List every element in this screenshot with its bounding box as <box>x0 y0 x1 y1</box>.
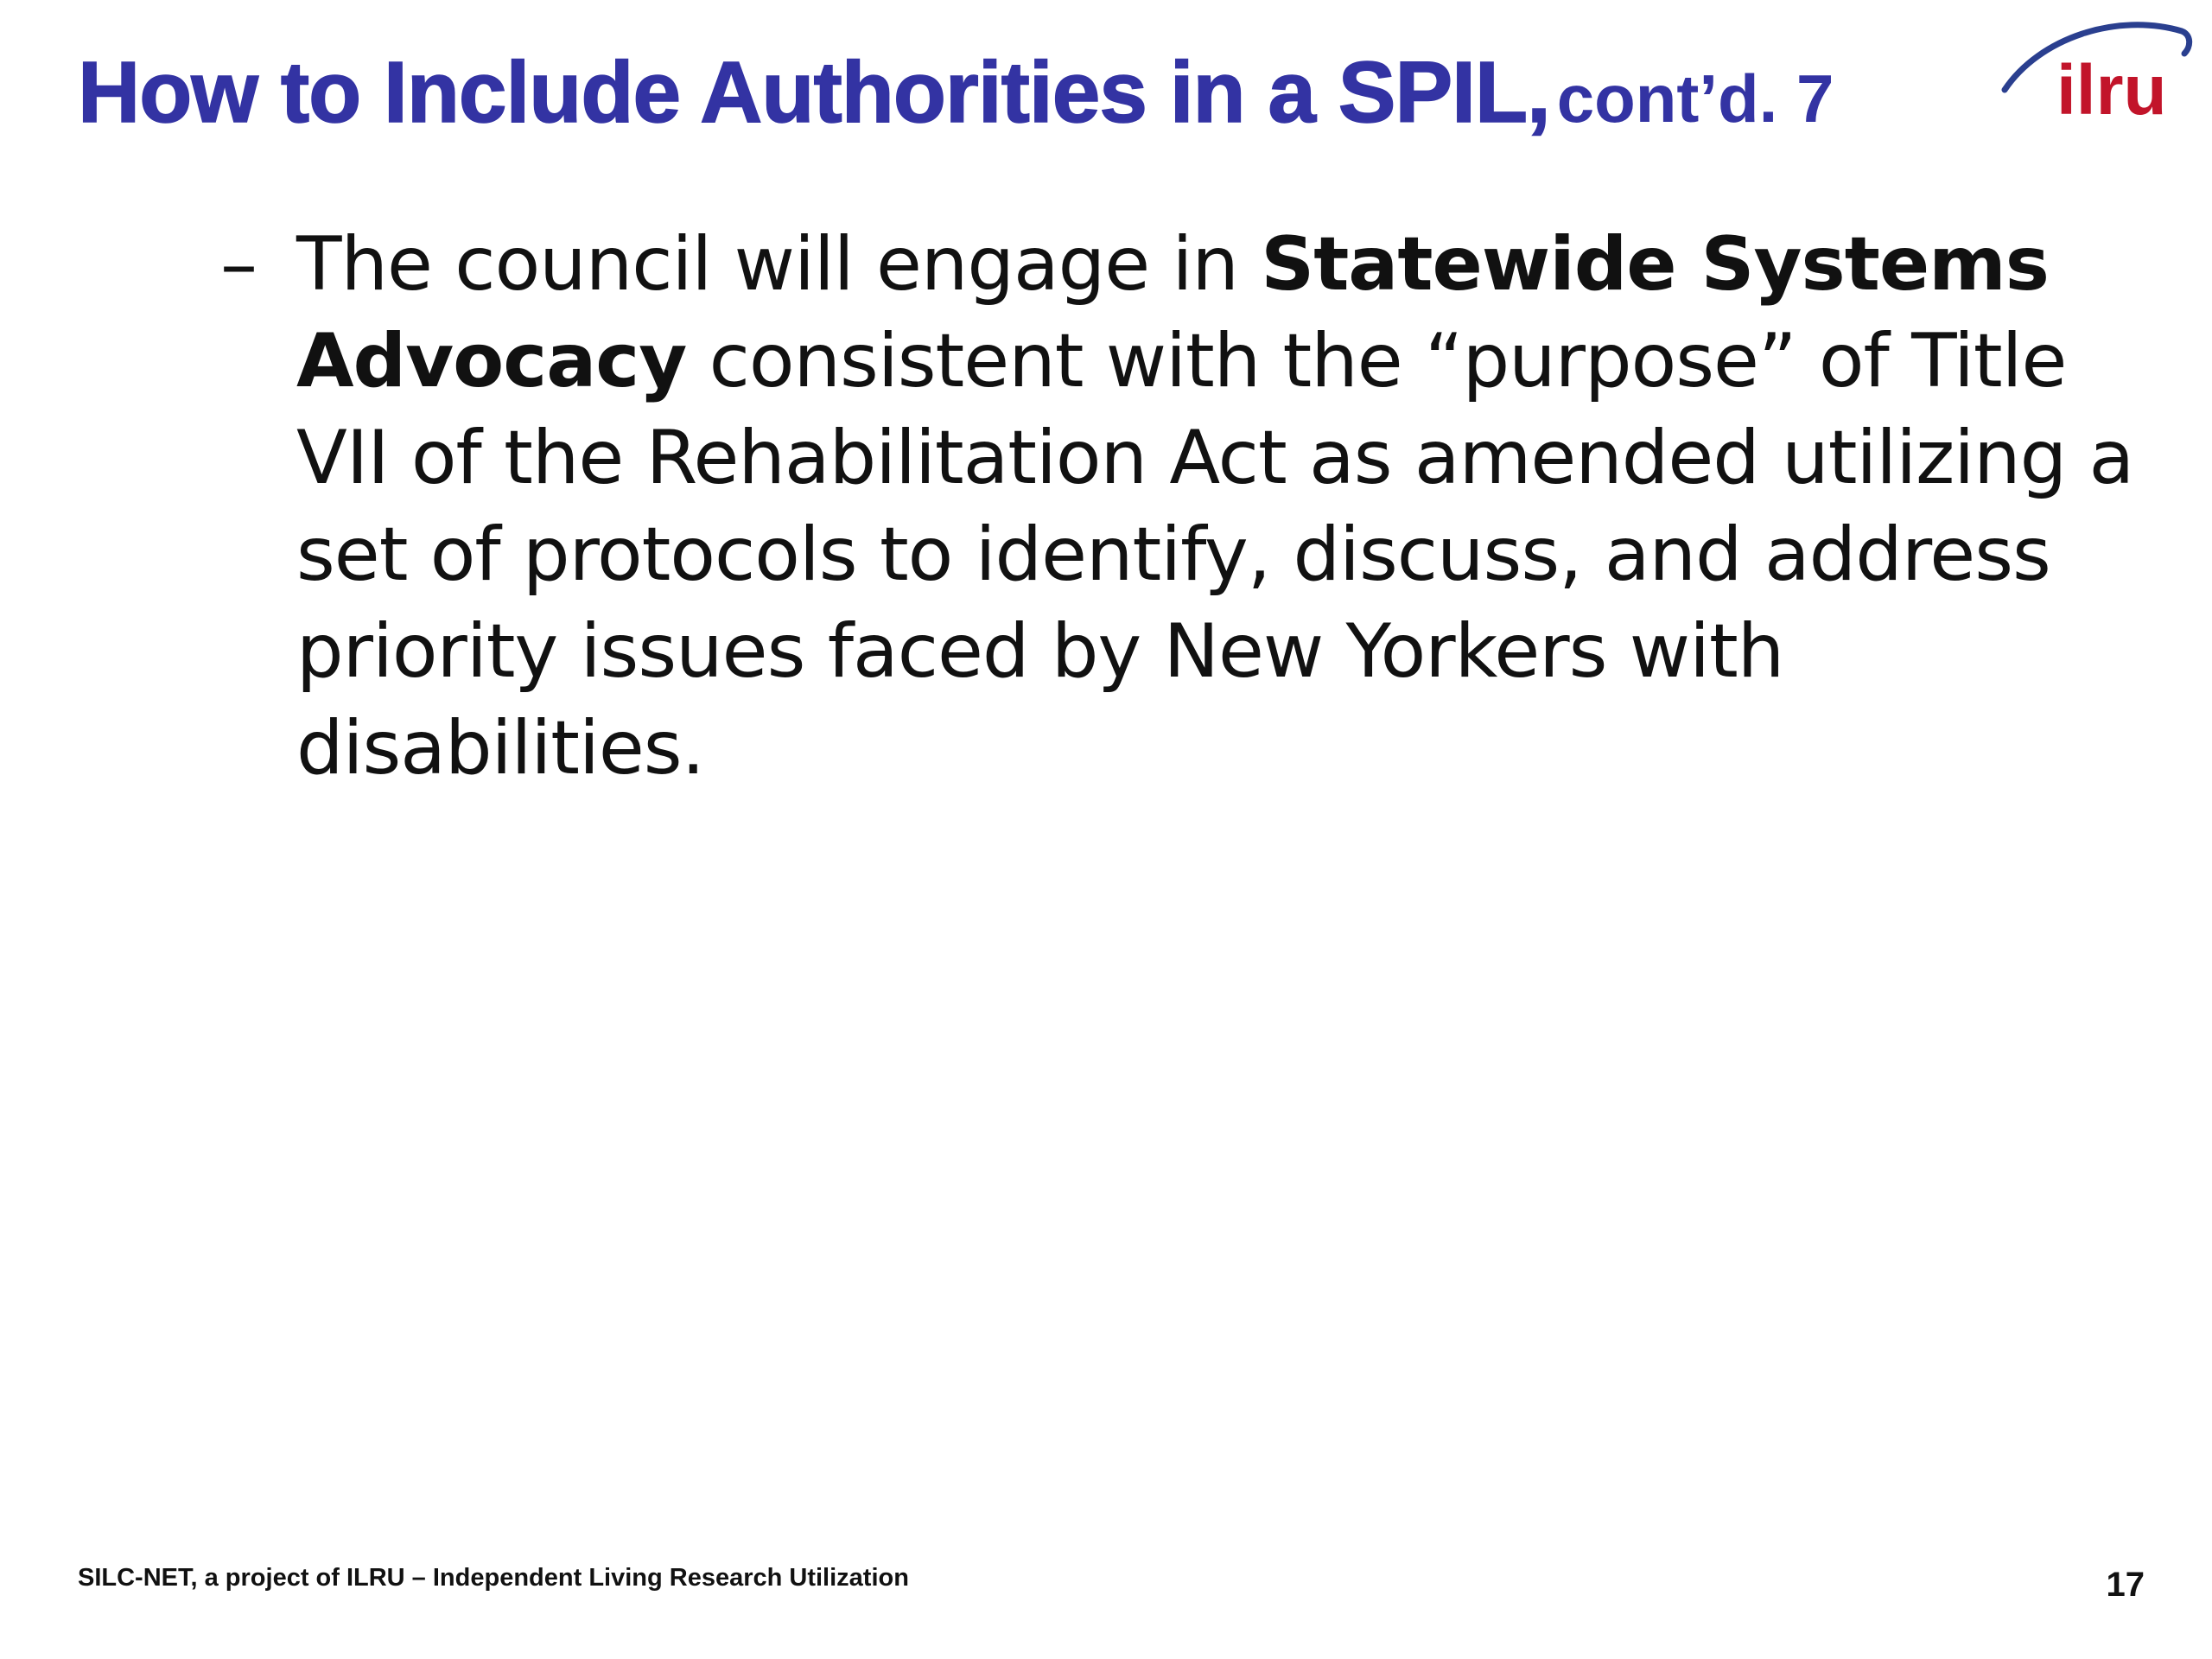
slide-title <box>78 43 1834 143</box>
slide-body <box>220 216 2156 797</box>
ilru-logo <box>1987 12 2195 142</box>
slide-title-main: How to Include Authorities in a SPIL, <box>78 44 1550 141</box>
slide-footer: SILC-NET, a project of ILRU – Independent Living Research Utilization <box>78 1564 909 1592</box>
bullet-item <box>220 216 2156 797</box>
bullet-text-start: The council will engage in <box>296 221 1262 308</box>
bullet-marker: – <box>220 221 257 308</box>
bullet-bold-phrase: Statewide Systems Advocacy <box>296 221 2049 404</box>
bullet-text-end: consistent with the “purpose” of Title VII of the Rehabilitation Act as amended utilizing a set of protocols to identify, discuss, and address priority issues faced by New Yorkers with disabilities. <box>296 318 2134 791</box>
page-number: 17 <box>2106 1566 2145 1604</box>
logo-text: ilru <box>2056 51 2167 130</box>
slide-title-continued: cont’d. 7 <box>1556 60 1834 137</box>
